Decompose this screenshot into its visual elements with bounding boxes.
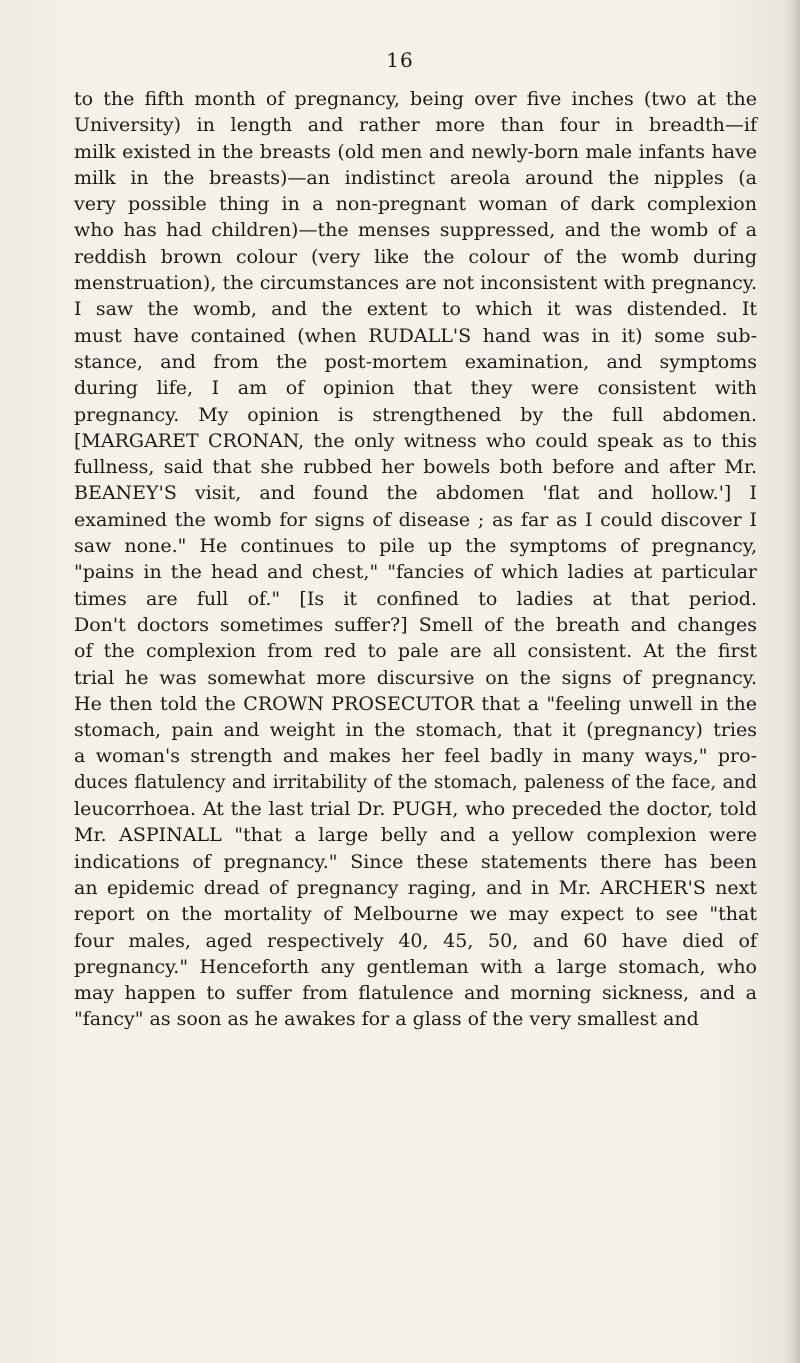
text-line: University) in length and rather more than four in breadth—if	[74, 114, 757, 137]
text-line: Don't doctors sometimes suffer?] Smell of the breath and changes	[74, 613, 757, 636]
text-line: "fancy" as soon as he awakes for a glass of the very smallest and	[74, 1008, 699, 1031]
text-line: Mr. ASPINALL "that a large belly and a yellow complexion were	[74, 824, 757, 847]
text-line: stomach, pain and weight in the stomach, that it (pregnancy) tries	[74, 719, 757, 742]
text-line: trial he was somewhat more discursive on the signs of pregnancy.	[74, 666, 757, 689]
text-line: times are full of." [Is it confined to ladies at that period.	[74, 587, 757, 610]
text-line: He then told the CROWN PROSECUTOR that a "feeling unwell in the	[74, 692, 757, 715]
text-line: fullness, said that she rubbed her bowels both before and after Mr.	[74, 456, 757, 479]
text-line: who has had children)—the menses suppressed, and the womb of a	[74, 219, 757, 242]
text-line: a woman's strength and makes her feel badly in many ways," pro-	[74, 745, 757, 768]
text-line: to the fifth month of pregnancy, being over five inches (two at the	[74, 88, 757, 110]
body-text	[74, 86, 757, 1033]
text-line: I saw the womb, and the extent to which it was distended. It	[74, 298, 757, 321]
text-line: pregnancy. My opinion is strengthened by the full abdomen.	[74, 403, 757, 426]
text-line: report on the mortality of Melbourne we may expect to see "that	[74, 903, 757, 926]
text-line: of the complexion from red to pale are all consistent. At the first	[74, 640, 757, 663]
text-line: milk existed in the breasts (old men and newly-born male infants have	[74, 140, 757, 163]
text-line: reddish brown colour (very like the colour of the womb during	[74, 245, 757, 268]
text-line: [MARGARET CRONAN, the only witness who could speak as to this	[74, 429, 757, 452]
text-line: may happen to suffer from flatulence and morning sickness, and a	[74, 982, 757, 1005]
text-line: an epidemic dread of pregnancy raging, and in Mr. ARCHER'S next	[74, 876, 757, 899]
text-line: leucorrhoea. At the last trial Dr. PUGH, who preceded the doctor, told	[74, 798, 757, 821]
text-line: examined the womb for signs of disease ; as far as I could discover I	[74, 508, 757, 531]
text-line: pregnancy." Henceforth any gentleman with a large stomach, who	[74, 955, 757, 978]
text-line: BEANEY'S visit, and found the abdomen 'flat and hollow.'] I	[74, 482, 757, 505]
text-line: during life, I am of opinion that they were consistent with	[74, 377, 757, 400]
text-line: very possible thing in a non-pregnant woman of dark complexion	[74, 193, 757, 216]
text-line: "pains in the head and chest," "fancies of which ladies at particular	[74, 561, 757, 584]
text-line: milk in the breasts)—an indistinct areola around the nipples (a	[74, 166, 757, 189]
text-line: stance, and from the post-mortem examination, and symptoms	[74, 350, 757, 373]
text-line: indications of pregnancy." Since these statements there has been	[74, 850, 757, 873]
text-line: four males, aged respectively 40, 45, 50, and 60 have died of	[74, 929, 757, 952]
page-number: 16	[386, 48, 414, 72]
text-line: saw none." He continues to pile up the symptoms of pregnancy,	[74, 535, 757, 558]
page-edge-shadow	[786, 0, 800, 1363]
text-line: menstruation), the circumstances are not inconsistent with pregnancy.	[74, 272, 757, 295]
text-line: duces flatulency and irritability of the stomach, paleness of the face, and	[74, 771, 757, 793]
text-line: must have contained (when RUDALL'S hand was in it) some sub-	[74, 324, 757, 347]
